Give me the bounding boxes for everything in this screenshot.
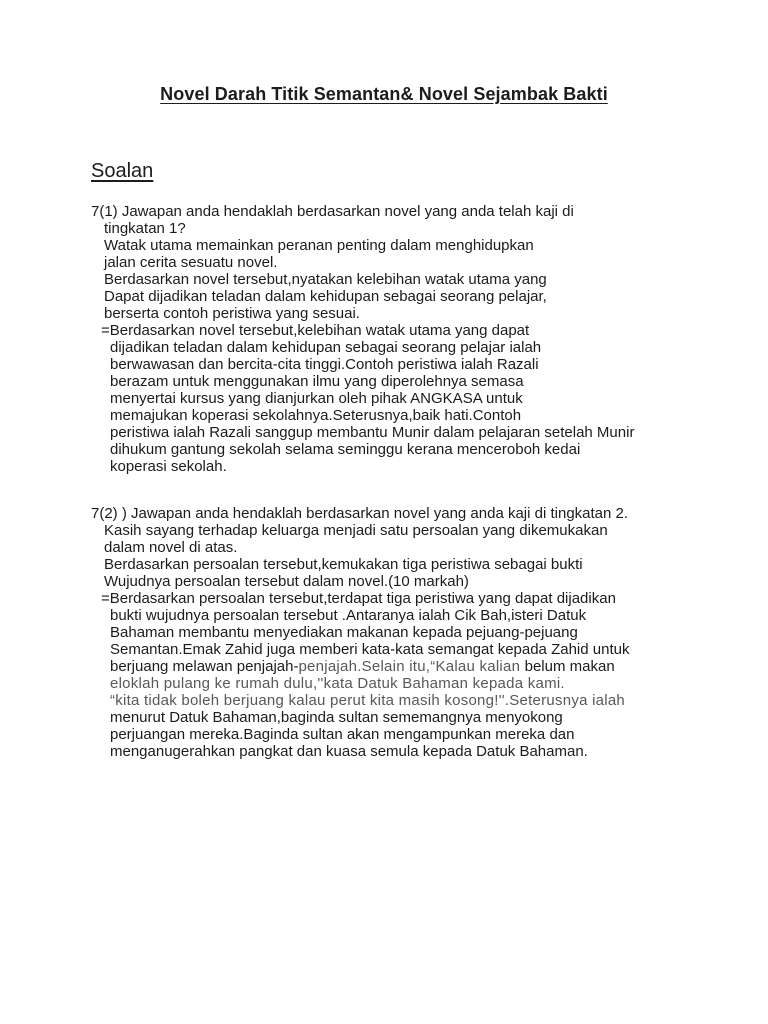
text-line: [104, 522, 768, 539]
text-line: [110, 641, 768, 658]
text-line: [91, 505, 768, 522]
text-line: [110, 356, 768, 373]
text-segment: berserta contoh peristiwa yang sesuai.: [104, 305, 360, 322]
text-segment: perjuangan mereka.Baginda sultan akan mengampunkan mereka dan: [110, 726, 575, 743]
text-segment: =Berdasarkan persoalan tersebut,terdapat tiga peristiwa yang dapat dijadikan: [101, 590, 616, 607]
text-segment: belum makan: [524, 658, 615, 675]
text-line: [110, 339, 768, 356]
text-line: [110, 658, 768, 675]
text-segment: eloklah pulang ke rumah dulu,''kata Datuk Bahaman kepada kami.: [110, 675, 565, 692]
text-segment: menyertai kursus yang dianjurkan oleh pihak ANGKASA untuk: [110, 390, 523, 407]
text-segment: menganugerahkan pangkat dan kuasa semula kepada Datuk Bahaman.: [110, 743, 588, 760]
text-line: [110, 743, 768, 760]
text-segment: Semantan.Emak Zahid juga memberi kata-kata semangat kepada Zahid untuk: [110, 641, 630, 658]
text-segment: Dapat dijadikan teladan dalam kehidupan sebagai seorang pelajar,: [104, 288, 547, 305]
text-line: [101, 322, 768, 339]
question-block-7(2): [91, 505, 768, 760]
text-segment: memajukan koperasi sekolahnya.Seterusnya,baik hati.Contoh: [110, 407, 522, 424]
text-segment: Wujudnya persoalan tersebut dalam novel.(10 markah): [104, 573, 469, 590]
text-line: [110, 675, 768, 692]
text-line: [110, 692, 768, 709]
text-line: [110, 441, 768, 458]
text-segment: menurut Datuk Bahaman,baginda sultan sememangnya menyokong: [110, 709, 563, 726]
text-segment: Watak utama memainkan peranan penting dalam menghidupkan: [104, 237, 534, 254]
text-line: [110, 726, 768, 743]
text-segment: bukti wujudnya persoalan tersebut .Antaranya ialah Cik Bah,isteri Datuk: [110, 607, 587, 624]
section-heading-soalan: Soalan: [91, 160, 154, 182]
text-segment: berjuang melawan penjajah-: [110, 658, 299, 675]
text-segment: dalam novel di atas.: [104, 539, 238, 556]
text-line: [110, 458, 768, 475]
text-segment: jalan cerita sesuatu novel.: [104, 254, 278, 271]
text-segment: Bahaman membantu menyediakan makanan kepada pejuang-pejuang: [110, 624, 578, 641]
text-segment: berwawasan dan bercita-cita tinggi.Contoh peristiwa ialah Razali: [110, 356, 539, 373]
text-line: [104, 220, 768, 237]
text-line: [91, 203, 768, 220]
questions-container: [91, 203, 768, 760]
text-segment: 7(2) ) Jawapan anda hendaklah berdasarkan novel yang anda kaji di tingkatan 2.: [91, 505, 629, 522]
text-segment: 7(1) Jawapan anda hendaklah berdasarkan novel yang anda telah kaji di: [91, 203, 574, 220]
text-line: [101, 590, 768, 607]
text-line: [104, 288, 768, 305]
text-line: [110, 709, 768, 726]
text-segment: “kita tidak boleh berjuang kalau perut kita masih kosong!''.Seterusnya ialah: [110, 692, 626, 709]
text-segment: dijadikan teladan dalam kehidupan sebagai seorang pelajar ialah: [110, 339, 542, 356]
text-segment: tingkatan 1?: [104, 220, 186, 237]
document-title: Novel Darah Titik Semantan& Novel Sejambak Bakti: [160, 84, 608, 104]
text-line: [104, 237, 768, 254]
question-block-7(1): [91, 203, 768, 475]
text-line: [104, 573, 768, 590]
text-segment: Berdasarkan novel tersebut,nyatakan kelebihan watak utama yang: [104, 271, 547, 288]
text-line: [110, 390, 768, 407]
text-line: [104, 305, 768, 322]
text-segment: Kasih sayang terhadap keluarga menjadi satu persoalan yang dikemukakan: [104, 522, 608, 539]
text-line: [110, 607, 768, 624]
text-segment: Berdasarkan persoalan tersebut,kemukakan tiga peristiwa sebagai bukti: [104, 556, 583, 573]
text-line: [110, 407, 768, 424]
text-segment: =Berdasarkan novel tersebut,kelebihan watak utama yang dapat: [101, 322, 530, 339]
text-line: [104, 254, 768, 271]
text-line: [104, 271, 768, 288]
text-line: [104, 539, 768, 556]
text-line: [104, 556, 768, 573]
text-segment: berazam untuk menggunakan ilmu yang diperolehnya semasa: [110, 373, 524, 390]
text-line: [110, 624, 768, 641]
text-segment: peristiwa ialah Razali sanggup membantu Munir dalam pelajaran setelah Munir: [110, 424, 635, 441]
text-segment: penjajah.Selain itu,“Kalau kalian: [298, 658, 525, 675]
text-line: [110, 424, 768, 441]
text-line: [110, 373, 768, 390]
text-segment: koperasi sekolah.: [110, 458, 227, 475]
text-segment: dihukum gantung sekolah selama seminggu kerana menceroboh kedai: [110, 441, 581, 458]
